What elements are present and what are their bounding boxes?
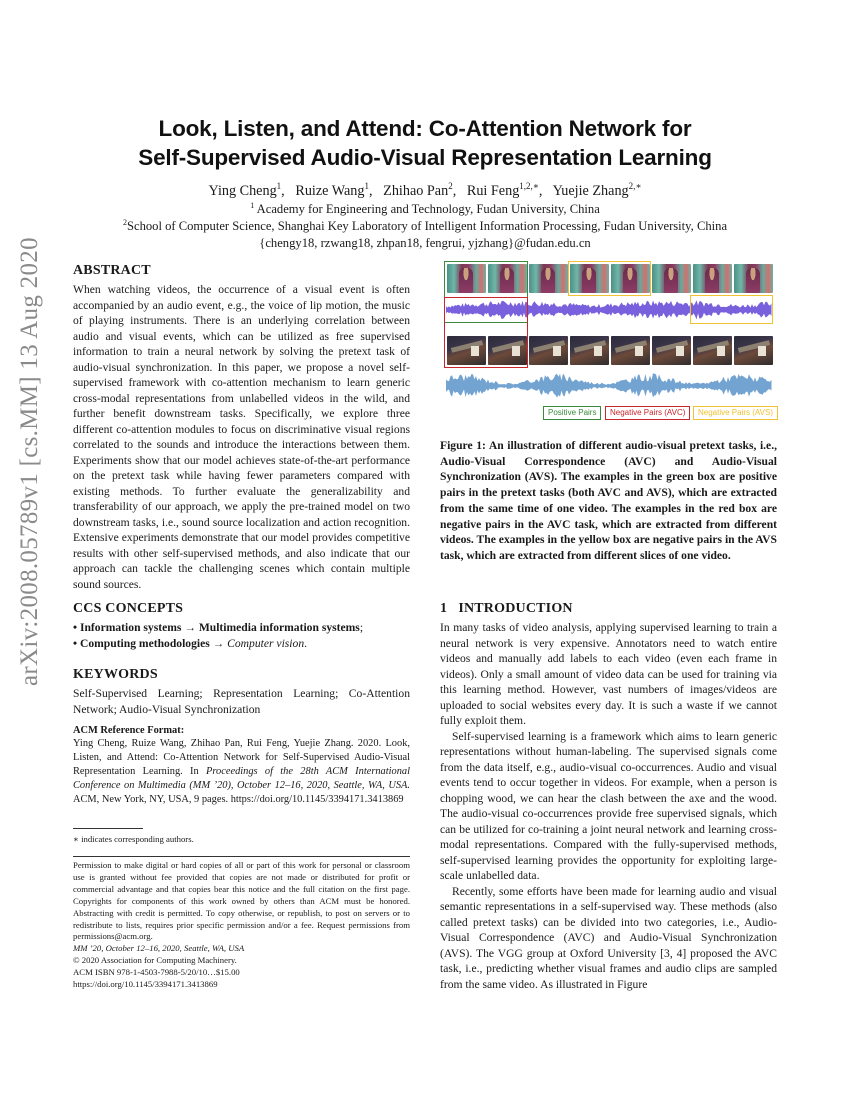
doi-link[interactable]: https://doi.org/10.1145/3394171.3413869	[73, 979, 218, 990]
intro-paragraph-3: Recently, some efforts have been made for learning audio and visual semantic representations in a self-supervised way. These methods (also called pretext tasks) can be divided into two categories, i.e., Audio-Visual Correspondence (AVC) and Audio-Visual Synchronization (AVS). The VGG group at Oxford University [3, 4] proposed the AVC task, i.e., predicting whether visual frames and audio clips are sampled from the same video. As illustrated in Figure	[440, 884, 777, 991]
author: Rui Feng$^{1,2,∗}$,	[466, 181, 543, 199]
affiliation-2: $^2$School of Computer Science, Shanghai Key Laboratory of Intelligent Information Processing, Fudan University, China	[122, 218, 728, 233]
corresponding-footnote: ∗ indicates corresponding authors.	[73, 834, 194, 844]
isbn-line: ACM ISBN 978-1-4503-7988-5/20/10…$15.00	[73, 967, 240, 978]
violin-video-frame	[652, 264, 691, 293]
guitar-waveform	[446, 371, 772, 401]
guitar-video-frame	[652, 336, 691, 365]
ccs-heading: CCS CONCEPTS	[73, 601, 184, 616]
guitar-video-frame	[734, 336, 773, 365]
figure-1-caption: Figure 1: An illustration of different audio-visual pretext tasks, i.e., Audio-Visual Correspondence (AVC) and Audio-Visual Synchronization (AVS). The examples in the green box are positive pairs in the pretext tasks (both AVC and AVS), which are extracted from the same time of one video. The examples in the red box are negative pairs in the AVC task, which are extracted from different videos. The examples in the yellow box are negative pairs in the AVS task, which are extracted from different slices of one video.	[440, 439, 778, 562]
violin-video-frame	[529, 264, 568, 293]
keywords-text: Self-Supervised Learning; Representation Learning; Co-Attention Network; Audio-Visual Synchronization	[73, 687, 410, 716]
guitar-video-frame	[570, 336, 609, 365]
arxiv-stamp: arXiv:2008.05789v1 [cs.MM] 13 Aug 2020	[16, 237, 43, 686]
author: Ying Cheng$^1$,	[208, 181, 285, 199]
negative-avs-audio-box	[690, 295, 773, 324]
violin-video-frame	[693, 264, 732, 293]
intro-paragraph-1: In many tasks of video analysis, applying supervised learning to train a neural network is very expensive. Annotators need to watch entire videos and manually add labels to each video (even each frame in videos). Only a small amount of video data can be used for training via this learning method. However, vast numbers of images/videos are uploaded to social websites every day. It is such a waste if we cannot fully exploit them.	[440, 621, 777, 727]
author: Zhihao Pan$^2$,	[383, 181, 457, 199]
keywords-heading: KEYWORDS	[73, 667, 158, 682]
title-line-2: Self-Supervised Audio-Visual Representation Learning	[138, 145, 712, 170]
legend-negative-avc: Negative Pairs (AVC)	[605, 406, 690, 420]
introduction-section	[440, 600, 777, 992]
paper-title	[0, 114, 850, 172]
permission-block	[73, 860, 410, 991]
author: Yuejie Zhang$^{2,∗}$	[552, 181, 642, 199]
ccs-section	[73, 600, 410, 651]
guitar-video-frame	[611, 336, 650, 365]
negative-avs-visual-box	[568, 261, 651, 296]
legend-positive-pairs: Positive Pairs	[543, 406, 601, 420]
author-emails: {chengy18, rzwang18, zhpan18, fengrui, yjzhang}@fudan.edu.cn	[259, 236, 591, 250]
intro-paragraph-2: Self-supervised learning is a framework which aims to learn generic representations without human-labeling. The supervised signals come from the data itself, e.g., audio-visual co-occurrences. Audio and visual events tend to occur together in videos. For example, when a person is chopping wood, we can hear the clash between the axe and the wood. The audio-visual co-occurrences provide free supervised signals, which can be utilized for co-training a joint neural network and learning cross-modal representations. Compared with the fully-supervised methods, self-supervised learning provides the opportunity for exploiting large-scale unlabelled data.	[440, 729, 777, 882]
guitar-video-frame	[529, 336, 568, 365]
abstract-text: When watching videos, the occurrence of a visual event is often accompanied by an audio event, e.g., the voice of lip motion, the music of playing instruments. There is an underlying correlation between audio and visual events, which can be utilized as free supervised information to train a neural network by solving the pretext task of audio-visual synchronization. In this paper, we propose a novel self-supervised framework with co-attention mechanism to learn generic cross-modal representations from unlabelled videos in the wild, and further benefit downstream tasks. Specifically, we explore three different co-attention modules to focus on discriminative visual regions correlated to the sounds and introduce the interactions between them. Experiments show that our model achieves state-of-the-art performance on the pretext task while having fewer parameters compared with existing methods. To further evaluate the generalizability and transferability of our approach, we apply the pre-trained model on two downstream tasks, i.e., sound source localization and action recognition. Extensive experiments demonstrate that our model provides competitive results with other self-supervised methods, and also indicate that our approach can tackle the challenging scenes which contain multiple sound sources.	[73, 283, 410, 591]
permission-text: Permission to make digital or hard copies of all or part of this work for personal or classroom use is granted without fee provided that copies are not made or distributed for profit or commercial advantage and that copies bear this notice and the full citation on the first page. Copyrights for components of this work owned by others than ACM must be honored. Abstracting with credit is permitted. To copy otherwise, or republish, to post on servers or to redistribute to lists, requires prior specific permission and/or a fee. Request permissions from permissions@acm.org.	[73, 860, 410, 942]
introduction-heading: 1 INTRODUCTION	[440, 601, 573, 616]
figure-1	[440, 258, 780, 428]
acm-reference-heading: ACM Reference Format:	[73, 725, 185, 736]
acm-reference	[73, 724, 410, 807]
negative-avc-box	[444, 297, 528, 368]
ccs-item: • Computing methodologies → Computer vision.	[73, 636, 308, 650]
acm-reference-text: Ying Cheng, Ruize Wang, Zhihao Pan, Rui Feng, Yuejie Zhang. 2020. Look, Listen, and Attend: Co-Attention Network for Self-Supervised Audio-Visual Representation Learning. In Proceedings of the 28th ACM International Conference on Multimedia (MM ’20), October 12–16, 2020, Seattle, WA, USA. ACM, New York, NY, USA, 9 pages. https://doi.org/10.1145/3394171.3413869	[73, 738, 410, 805]
keywords-section	[73, 666, 410, 717]
ccs-item: • Information systems → Multimedia information systems;	[73, 621, 364, 634]
abstract-heading: ABSTRACT	[73, 263, 151, 278]
footnote-rule	[73, 828, 143, 829]
guitar-video-frame	[693, 336, 732, 365]
venue-line: MM ’20, October 12–16, 2020, Seattle, WA, USA	[73, 943, 245, 954]
abstract-section	[73, 262, 410, 592]
author-list	[0, 182, 850, 200]
violin-video-frame	[734, 264, 773, 293]
permission-rule	[73, 856, 410, 857]
affiliation-1: $^1$ Academy for Engineering and Technology, Fudan University, China	[250, 201, 600, 216]
copyright-line: © 2020 Association for Computing Machinery.	[73, 955, 237, 966]
legend-negative-avs: Negative Pairs (AVS)	[693, 406, 778, 420]
author: Ruize Wang$^1$,	[295, 181, 373, 199]
title-line-1: Look, Listen, and Attend: Co-Attention Network for	[158, 116, 692, 141]
